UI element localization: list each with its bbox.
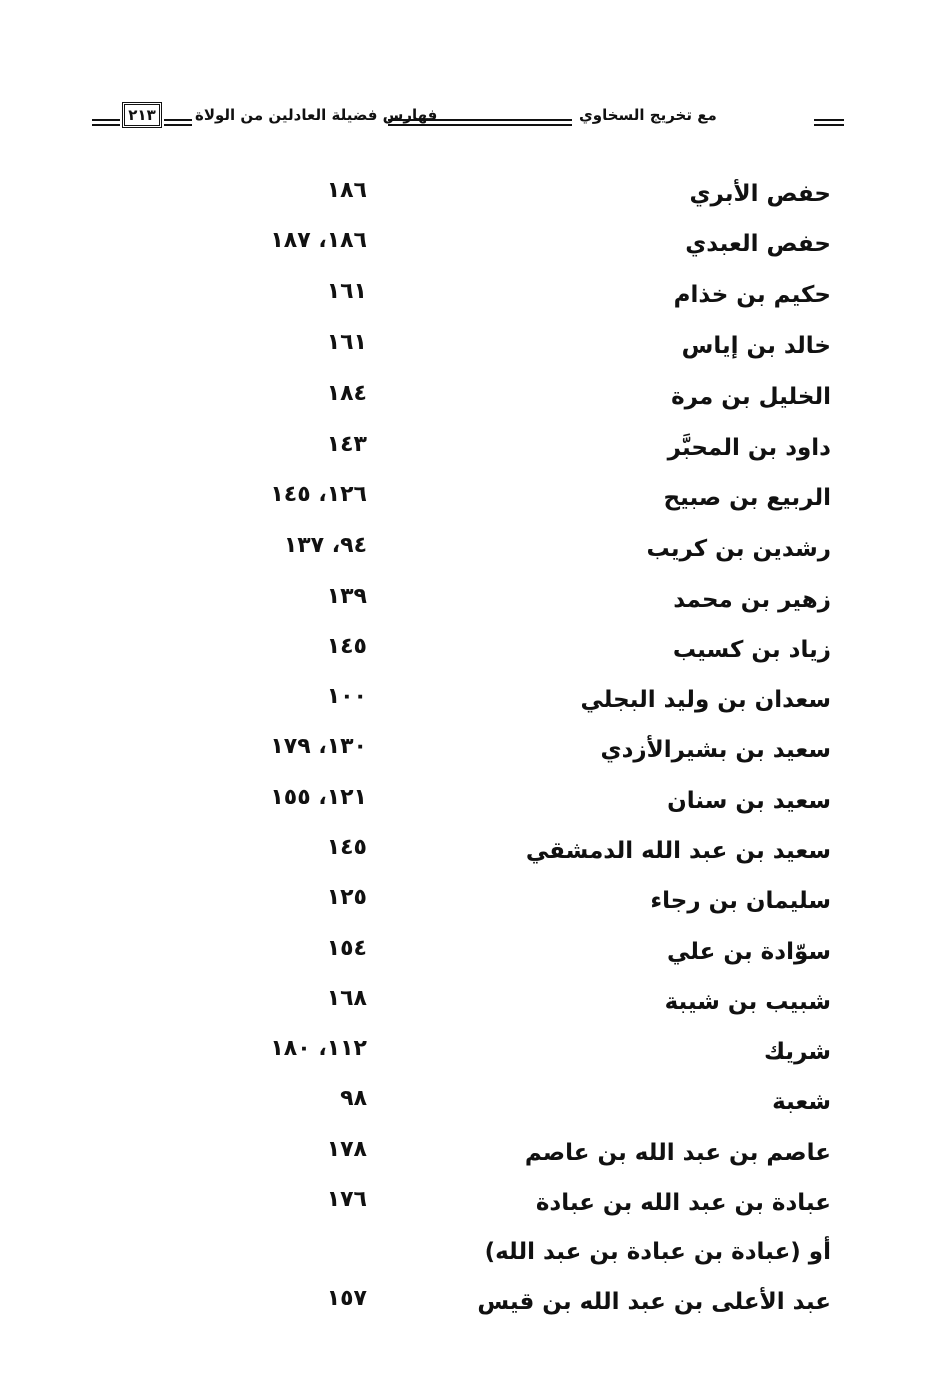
entry-name: داود بن المحبَّر — [667, 435, 831, 461]
entry-pages: ١٠٠ — [326, 684, 367, 709]
entry-name: زياد بن كسيب — [672, 637, 831, 663]
entry-name: سعيد بن عبد الله الدمشقي — [525, 838, 831, 864]
entry-pages: ١٦١ — [326, 279, 367, 304]
index-entry — [0, 1080, 935, 1128]
running-header — [92, 98, 844, 132]
index-entry — [0, 273, 935, 321]
entry-pages: ١٣٠، ١٧٩ — [270, 734, 367, 759]
index-entry — [0, 728, 935, 776]
entry-pages: ١٧٨ — [326, 1137, 367, 1162]
entry-name: سوّادة بن علي — [666, 939, 831, 965]
index-entry — [0, 829, 935, 877]
entry-pages: ١٣٩ — [326, 584, 367, 609]
entry-pages: ١٨٤ — [326, 381, 367, 406]
index-entry — [0, 1230, 935, 1278]
entry-name: أو (عبادة بن عبادة بن عبد الله) — [484, 1239, 831, 1265]
entry-pages: ١٥٧ — [326, 1286, 367, 1311]
entry-name: زهير بن محمد — [673, 587, 831, 613]
entry-name: سعيد بن سنان — [667, 788, 831, 814]
entry-name: خالد بن إياس — [681, 333, 831, 359]
entry-pages: ١٢٦، ١٤٥ — [270, 482, 367, 507]
entry-pages: ١٢١، ١٥٥ — [270, 785, 367, 810]
entry-name: الخليل بن مرة — [671, 384, 831, 410]
header-rule-right-end — [814, 119, 844, 126]
header-subtitle: مع تخريج السخاوي — [576, 104, 720, 126]
index-entry — [0, 426, 935, 474]
index-entry — [0, 1181, 935, 1229]
entry-pages: ١٧٦ — [326, 1187, 367, 1212]
index-entry — [0, 527, 935, 575]
entry-name: حفص العبدي — [685, 231, 831, 257]
page-number: ٢١٣ — [122, 102, 162, 128]
entry-name: سعيد بن بشيرالأزدي — [600, 737, 831, 763]
entry-pages: ١٤٣ — [326, 432, 367, 457]
entry-name: شريك — [764, 1039, 831, 1065]
index-entry — [0, 1030, 935, 1078]
header-rule-left-end — [92, 119, 120, 126]
entry-name: شبيب بن شيبة — [664, 989, 831, 1015]
running-title: فهارس فضيلة العادلين من الولاة — [192, 104, 440, 126]
entry-name: سليمان بن رجاء — [650, 888, 831, 914]
entry-pages: ١٥٤ — [326, 936, 367, 961]
index-entry — [0, 678, 935, 726]
index-entry — [0, 879, 935, 927]
entry-name: عبادة بن عبد الله بن عبادة — [535, 1190, 831, 1216]
index-entry — [0, 628, 935, 676]
index-entry — [0, 1131, 935, 1179]
entry-pages: ١١٢، ١٨٠ — [270, 1036, 367, 1061]
index-entry — [0, 779, 935, 827]
index-entry — [0, 578, 935, 626]
index-entry — [0, 980, 935, 1028]
index-entry — [0, 476, 935, 524]
entry-pages: ١٢٥ — [326, 885, 367, 910]
index-entry — [0, 1280, 935, 1328]
entry-pages: ١٨٦ — [326, 178, 367, 203]
entry-pages: ١٦٨ — [326, 986, 367, 1011]
entry-pages: ١٦١ — [326, 330, 367, 355]
index-entry — [0, 324, 935, 372]
entry-pages: ٩٨ — [340, 1086, 367, 1111]
index-entry — [0, 172, 935, 220]
entry-pages: ١٨٦، ١٨٧ — [270, 228, 367, 253]
index-entry — [0, 930, 935, 978]
entry-name: عاصم بن عبد الله بن عاصم — [524, 1140, 831, 1166]
entry-name: الربيع بن صبيح — [663, 485, 831, 511]
entry-name: عبد الأعلى بن عبد الله بن قيس — [477, 1289, 831, 1315]
entry-name: حفص الأبري — [689, 181, 831, 207]
entry-name: شعبة — [772, 1089, 831, 1115]
entry-pages: ٩٤، ١٣٧ — [283, 533, 367, 558]
entry-name: سعدان بن وليد البجلي — [580, 687, 831, 713]
index-entry — [0, 222, 935, 270]
index-entry — [0, 375, 935, 423]
entry-pages: ١٤٥ — [326, 634, 367, 659]
entry-pages: ١٤٥ — [326, 835, 367, 860]
entry-name: حكيم بن خذام — [673, 282, 831, 308]
header-rule-middle — [388, 119, 572, 126]
entry-name: رشدين بن كريب — [646, 536, 831, 562]
